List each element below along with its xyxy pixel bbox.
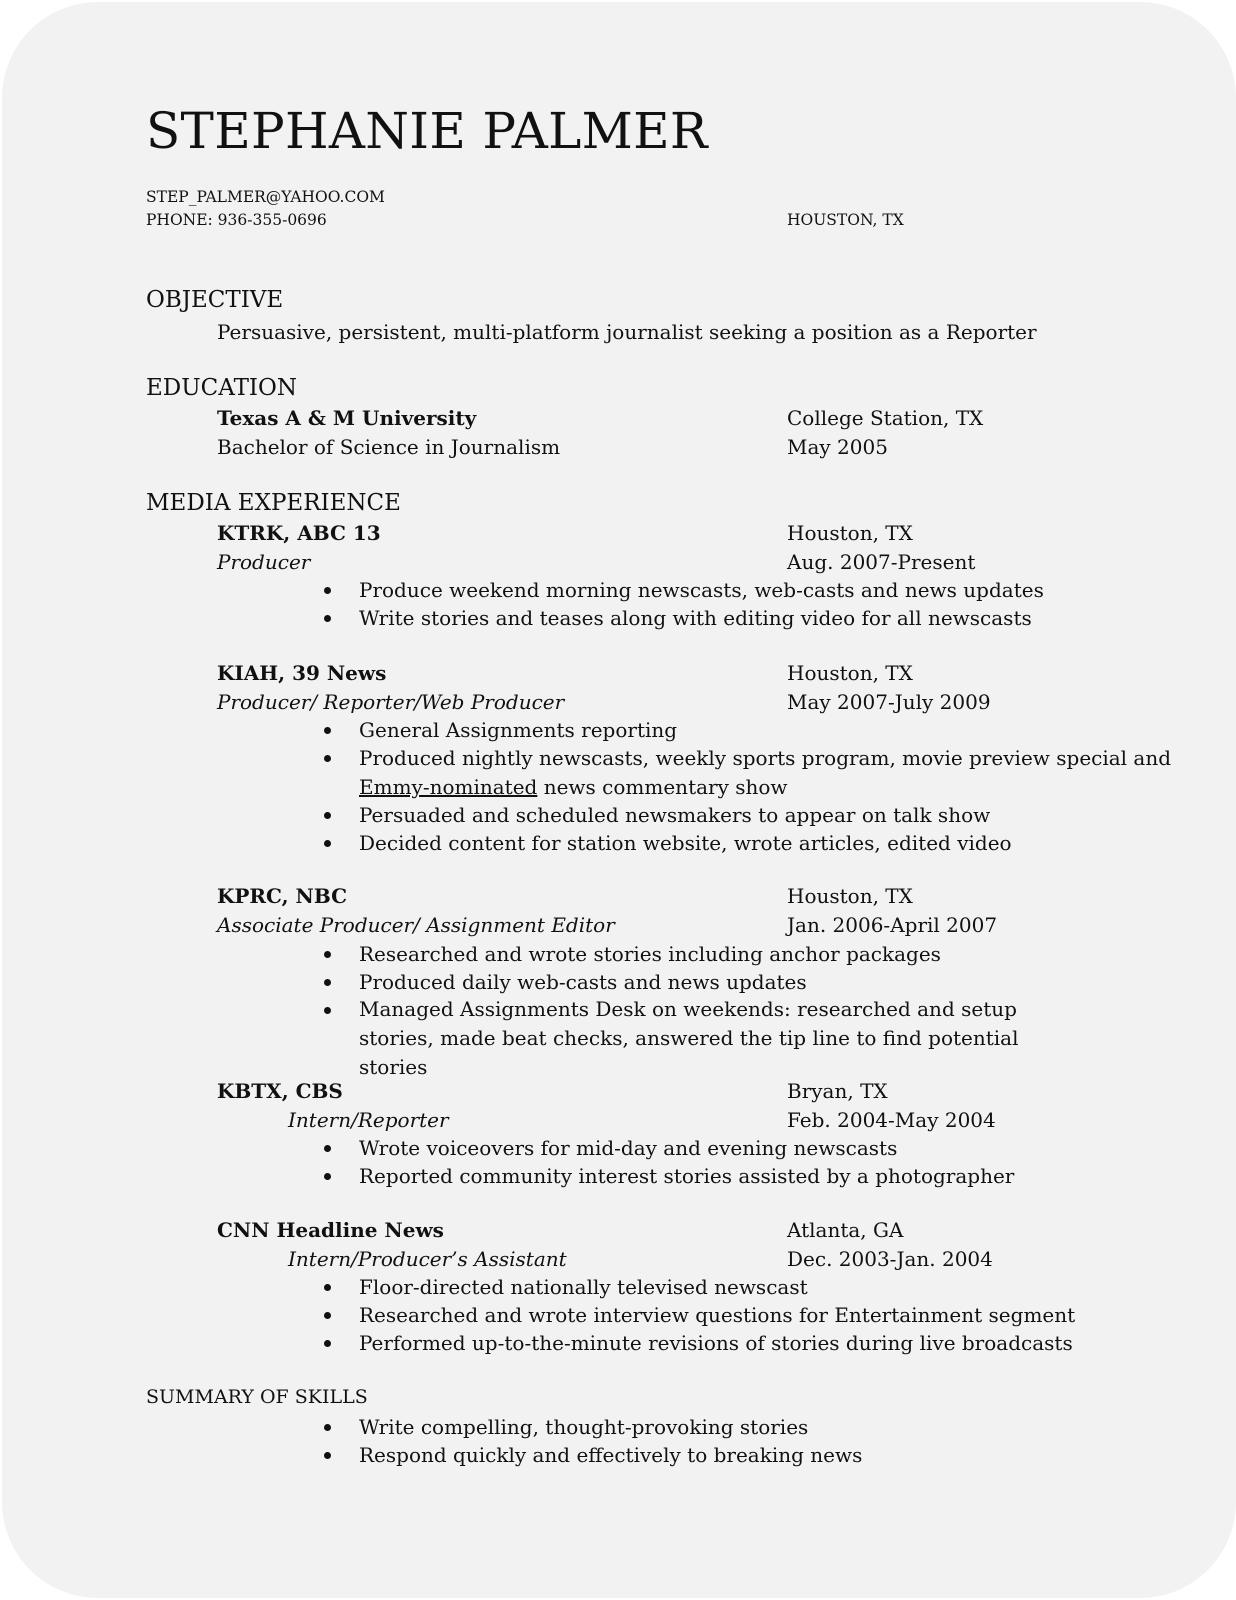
job-bullet (359, 748, 1171, 768)
job-bullet: Performed up-to-the-minute revisions of stories during live broadcasts (359, 1331, 1073, 1355)
job-role: Producer (217, 550, 311, 574)
resume-page (2, 2, 1236, 1598)
email: STEP_PALMER@YAHOO.COM (146, 188, 385, 206)
job-bullet: Decided content for station website, wrote articles, edited video (359, 831, 1012, 855)
job-location: Houston, TX (787, 661, 913, 685)
job-bullet: Wrote voiceovers for mid-day and evening newscasts (359, 1136, 898, 1160)
job-role: Intern/Reporter (288, 1108, 449, 1132)
job-dates: Aug. 2007-Present (787, 550, 976, 574)
bullet-icon (324, 727, 331, 734)
bullet-icon (324, 1340, 331, 1347)
job-bullet-part: Produced nightly newscasts, weekly sports program, movie preview special and (359, 746, 1172, 770)
bullet-icon (324, 979, 331, 986)
bullet-icon (324, 840, 331, 847)
phone: PHONE: 936-355-0696 (146, 211, 327, 229)
job-role: Associate Producer/ Assignment Editor (217, 913, 615, 937)
job-bullet: Produced daily web-casts and news updates (359, 970, 807, 994)
job-org: CNN Headline News (217, 1218, 444, 1242)
job-bullet: Researched and wrote stories including anchor packages (359, 942, 941, 966)
job-bullet: Floor-directed nationally televised newscast (359, 1275, 808, 1299)
bullet-icon (324, 755, 331, 762)
job-dates: Feb. 2004-May 2004 (787, 1108, 996, 1132)
skill-item: Respond quickly and effectively to breaking news (359, 1443, 863, 1467)
job-bullet-continuation (359, 777, 788, 797)
job-location: Atlanta, GA (787, 1218, 904, 1242)
bullet-icon (324, 1424, 331, 1431)
job-role: Intern/Producer’s Assistant (288, 1247, 567, 1271)
job-location: Houston, TX (787, 884, 913, 908)
job-bullet: Produce weekend morning newscasts, web-casts and news updates (359, 578, 1044, 602)
home-location: HOUSTON, TX (787, 211, 904, 229)
skill-item: Write compelling, thought-provoking stories (359, 1415, 809, 1439)
experience-heading: MEDIA EXPERIENCE (146, 490, 401, 516)
school-name: Texas A & M University (217, 406, 477, 430)
bullet-icon (324, 1312, 331, 1319)
job-bullet: Persuaded and scheduled newsmakers to appear on talk show (359, 803, 991, 827)
job-bullet-tail: news commentary show (543, 775, 788, 799)
job-bullet: Reported community interest stories assisted by a photographer (359, 1164, 1015, 1188)
bullet-icon (324, 1452, 331, 1459)
objective-heading: OBJECTIVE (146, 287, 284, 313)
skills-heading: SUMMARY OF SKILLS (146, 1386, 368, 1408)
bullet-icon (324, 587, 331, 594)
job-org: KPRC, NBC (217, 884, 348, 908)
bullet-icon (324, 1007, 331, 1014)
emmy-nominated-text: Emmy-nominated (359, 775, 538, 799)
job-org: KTRK, ABC 13 (217, 521, 381, 545)
bullet-icon (324, 812, 331, 819)
job-location: Houston, TX (787, 521, 913, 545)
job-bullet: Write stories and teases along with editing video for all newscasts (359, 606, 1032, 630)
job-bullet: Managed Assignments Desk on weekends: researched and setup stories, made beat checks, answered the tip line to find potential stories (359, 997, 1019, 1079)
job-bullet: Researched and wrote interview questions for Entertainment segment (359, 1303, 1076, 1327)
candidate-name: STEPHANIE PALMER (146, 102, 708, 160)
bullet-icon (324, 1145, 331, 1152)
job-org: KIAH, 39 News (217, 661, 387, 685)
job-dates: Dec. 2003-Jan. 2004 (787, 1247, 993, 1271)
job-dates: May 2007-July 2009 (787, 690, 991, 714)
job-bullet: General Assignments reporting (359, 718, 678, 742)
bullet-icon (324, 1173, 331, 1180)
job-role: Producer/ Reporter/Web Producer (217, 690, 565, 714)
degree: Bachelor of Science in Journalism (217, 435, 561, 459)
job-dates: Jan. 2006-April 2007 (787, 913, 998, 937)
objective-text: Persuasive, persistent, multi-platform journalist seeking a position as a Reporter (217, 320, 1037, 344)
bullet-icon (324, 615, 331, 622)
bullet-icon (324, 951, 331, 958)
bullet-icon (324, 1284, 331, 1291)
job-org: KBTX, CBS (217, 1079, 343, 1103)
school-location: College Station, TX (787, 406, 984, 430)
job-location: Bryan, TX (787, 1079, 888, 1103)
education-heading: EDUCATION (146, 375, 297, 401)
degree-date: May 2005 (787, 435, 888, 459)
